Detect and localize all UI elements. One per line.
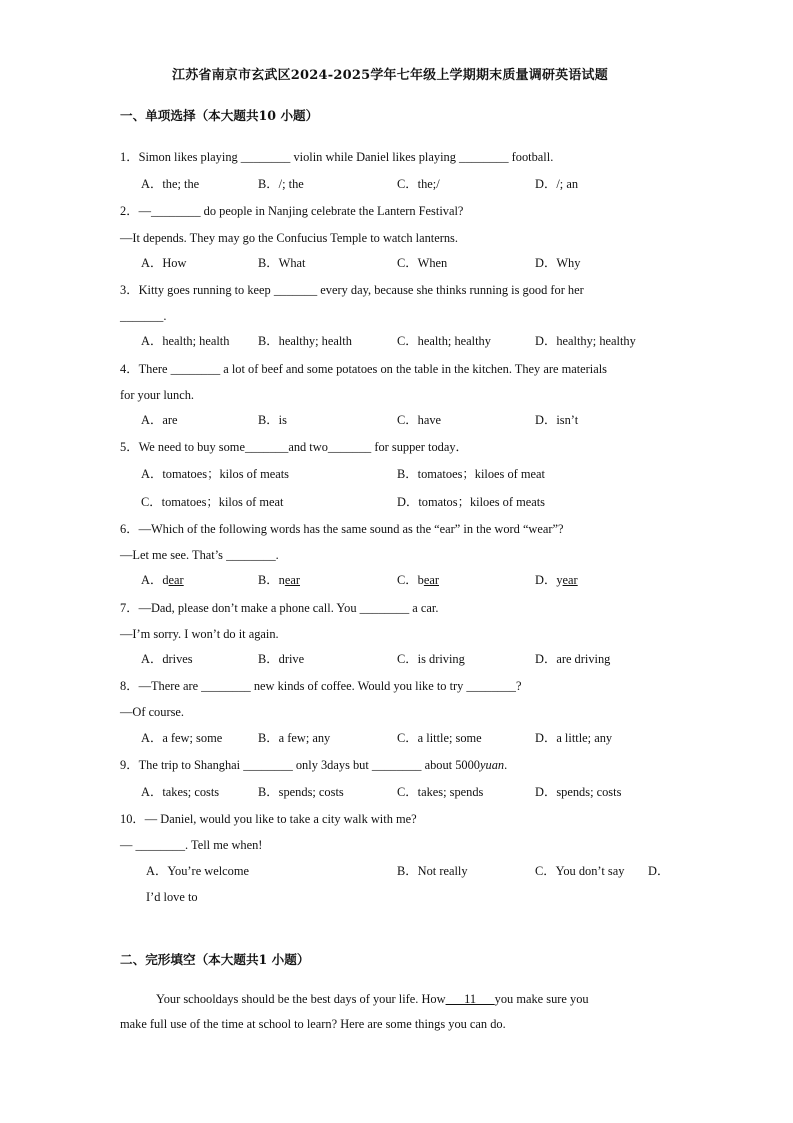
question-9-stem-text: 9．The trip to Shanghai ________ only 3days but ________ about 5000 (120, 758, 480, 772)
section-heading: 二、完形填空（本大题共1 小题） (120, 952, 310, 967)
q6-option-c-prefix: C．b (397, 573, 424, 587)
q5-option-d[interactable]: D．tomatos；kiloes of meats (397, 495, 545, 509)
q4-option-d[interactable]: D．isn’t (535, 413, 579, 427)
blank-11[interactable]: 11 (445, 992, 495, 1006)
question-9-stem (120, 757, 507, 773)
q6-option-a-prefix: A．d (141, 573, 169, 587)
question-7-line2: —I’m sorry. I won’t do it again. (120, 627, 279, 641)
q8-option-d[interactable]: D．a little; any (535, 731, 613, 745)
question-4-stem: 4．There ________ a lot of beef and some potatoes on the table in the kitchen. They are materials (120, 362, 607, 376)
q9-option-c[interactable]: C．takes; spends (397, 785, 484, 799)
question-6-line2: —Let me see. That’s ________. (120, 548, 279, 562)
q6-option-d-underlined: ear (562, 573, 578, 587)
q7-option-d[interactable]: D．are driving (535, 652, 611, 666)
passage-line-1 (156, 991, 589, 1007)
question-2-stem: 2．—________ do people in Nanjing celebrate the Lantern Festival? (120, 204, 464, 218)
q2-option-b[interactable]: B．What (258, 256, 306, 270)
q6-option-a[interactable] (141, 572, 255, 588)
q10-option-b[interactable]: B．Not really (397, 864, 468, 878)
q10-option-d-label[interactable]: D． (648, 864, 670, 878)
question-3-line2: _______. (120, 309, 167, 323)
q6-option-d-prefix: D．y (535, 573, 563, 587)
question-4-line2: for your lunch. (120, 388, 194, 402)
q5-option-c[interactable]: C．tomatoes；kilos of meat (141, 495, 284, 509)
question-10-stem: 10．— Daniel, would you like to take a city walk with me? (120, 812, 417, 826)
q1-option-c[interactable]: C．the;/ (397, 177, 440, 191)
q5-option-b[interactable]: B．tomatoes；kiloes of meat (397, 467, 545, 481)
passage-text: Your schooldays should be the best days of your life. How (156, 992, 446, 1006)
q10-option-c[interactable]: C．You don’t say (535, 864, 625, 878)
question-3-stem: 3．Kitty goes running to keep _______ every day, because she thinks running is good for her (120, 283, 584, 297)
q6-option-b-underlined: ear (284, 573, 300, 587)
question-10-line2: — ________. Tell me when! (120, 838, 263, 852)
q6-option-c[interactable] (397, 572, 534, 588)
q3-option-c[interactable]: C．health; healthy (397, 334, 491, 348)
q3-option-b[interactable]: B．healthy; health (258, 334, 352, 348)
q10-option-d-text[interactable]: I’d love to (146, 890, 198, 904)
q6-option-b[interactable] (258, 572, 395, 588)
q4-option-b[interactable]: B．is (258, 413, 287, 427)
q9-option-a[interactable]: A．takes; costs (141, 785, 220, 799)
passage-text: you make sure you (494, 992, 589, 1006)
q8-option-c[interactable]: C．a little; some (397, 731, 482, 745)
question-1-stem: 1．Simon likes playing ________ violin while Daniel likes playing ________ football. (120, 150, 554, 164)
section-heading: 一、单项选择（本大题共10 小题） (120, 108, 319, 123)
q7-option-a[interactable]: A．drives (141, 652, 193, 666)
q4-option-a[interactable]: A．are (141, 413, 178, 427)
passage-line-2: make full use of the time at school to learn? Here are some things you can do. (120, 1017, 506, 1031)
question-8-line2: —Of course. (120, 705, 184, 719)
question-8-stem: 8．—There are ________ new kinds of coffee. Would you like to try ________? (120, 679, 522, 693)
q6-option-d[interactable] (535, 572, 578, 588)
q7-option-b[interactable]: B．drive (258, 652, 305, 666)
q6-option-c-underlined: ear (423, 573, 439, 587)
q3-option-a[interactable]: A．health; health (141, 334, 230, 348)
page-title: 江苏省南京市玄武区2024-2025学年七年级上学期期末质量调研英语试题 (172, 68, 608, 83)
q1-option-b[interactable]: B．/; the (258, 177, 304, 191)
q3-option-d[interactable]: D．healthy; healthy (535, 334, 636, 348)
q10-option-a[interactable]: A．You’re welcome (146, 864, 250, 878)
q1-option-d[interactable]: D．/; an (535, 177, 579, 191)
question-6-stem: 6．—Which of the following words has the same sound as the “ear” in the word “wear”? (120, 522, 564, 536)
question-5-stem: 5．We need to buy some_______and two_______ for supper today． (120, 440, 468, 454)
q2-option-c[interactable]: C．When (397, 256, 448, 270)
question-9-yuan: yuan (480, 758, 505, 772)
q9-option-d[interactable]: D．spends; costs (535, 785, 622, 799)
q7-option-c[interactable]: C．is driving (397, 652, 465, 666)
question-9-stem-end: . (504, 758, 508, 772)
q5-option-a[interactable]: A．tomatoes；kilos of meats (141, 467, 289, 481)
q6-option-a-underlined: ear (168, 573, 184, 587)
question-7-stem: 7．—Dad, please don’t make a phone call. You ________ a car. (120, 601, 439, 615)
question-2-line2: —It depends. They may go the Confucius Temple to watch lanterns. (120, 231, 458, 245)
q8-option-b[interactable]: B．a few; any (258, 731, 331, 745)
q1-option-a[interactable]: A．the; the (141, 177, 200, 191)
q6-option-b-prefix: B．n (258, 573, 285, 587)
q2-option-d[interactable]: D．Why (535, 256, 581, 270)
q8-option-a[interactable]: A．a few; some (141, 731, 223, 745)
q9-option-b[interactable]: B．spends; costs (258, 785, 344, 799)
q4-option-c[interactable]: C．have (397, 413, 442, 427)
q2-option-a[interactable]: A．How (141, 256, 187, 270)
